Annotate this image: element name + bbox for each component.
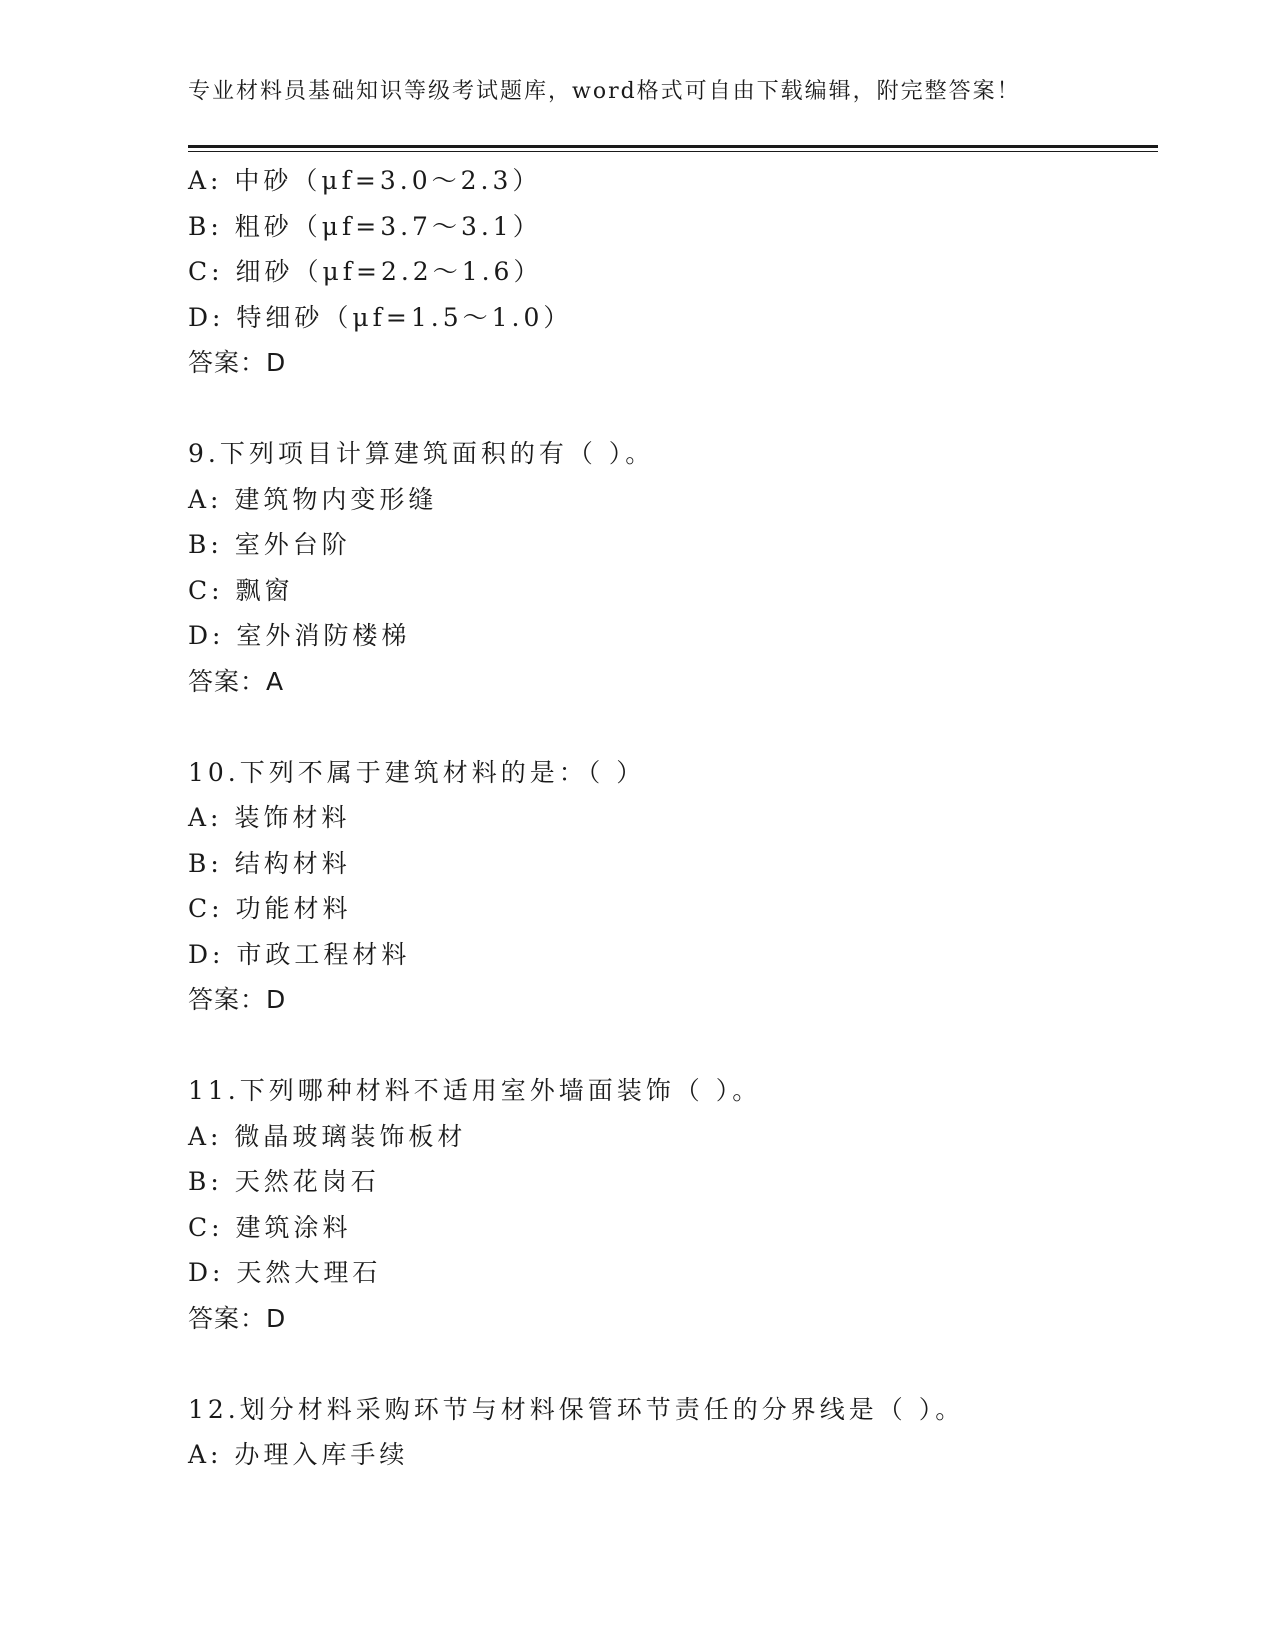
answer-option: A: 办理入库手续 — [188, 1440, 409, 1469]
answer-key: 答案：A — [188, 666, 285, 696]
question-stem: 12.划分材料采购环节与材料保管环节责任的分界线是（ ）。 — [188, 1394, 965, 1424]
answer-option: A: 中砂（μf=3.0～2.3） — [188, 166, 542, 195]
question-stem: 11.下列哪种材料不适用室外墙面装饰（ ）。 — [188, 1076, 762, 1105]
blank-line — [188, 386, 1158, 432]
question-stem: 9.下列项目计算建筑面积的有（ ）。 — [188, 439, 655, 468]
answer-option: C: 细砂（μf=2.2～1.6） — [188, 257, 543, 286]
blank-line — [188, 704, 1158, 750]
answer-option: A: 微晶玻璃装饰板材 — [188, 1121, 467, 1151]
answer-key: 答案：D — [188, 1303, 287, 1333]
answer-option: B: 室外台阶 — [188, 530, 351, 559]
answer-option: C: 功能材料 — [188, 894, 352, 923]
answer-option: B: 结构材料 — [188, 848, 351, 878]
header-rule-thin — [188, 151, 1158, 152]
answer-key: 答案：D — [188, 348, 287, 377]
header-rule-thick — [188, 145, 1158, 148]
answer-option: B: 天然花岗石 — [188, 1167, 380, 1196]
document-body — [188, 158, 1158, 1478]
answer-option: D: 特细砂（μf=1.5～1.0） — [188, 302, 573, 332]
answer-option: B: 粗砂（μf=3.7～3.1） — [188, 211, 542, 241]
answer-option: A: 建筑物内变形缝 — [188, 484, 438, 514]
answer-option: D: 市政工程材料 — [188, 939, 411, 969]
answer-option: A: 装饰材料 — [188, 803, 351, 832]
answer-key: 答案：D — [188, 985, 287, 1014]
page-header: 专业材料员基础知识等级考试题库，word格式可自由下载编辑，附完整答案！ — [188, 79, 1021, 104]
answer-option: C: 飘窗 — [188, 575, 294, 605]
answer-option: D: 天然大理石 — [188, 1258, 382, 1287]
blank-line — [188, 1341, 1158, 1387]
blank-line — [188, 1023, 1158, 1069]
answer-option: C: 建筑涂料 — [188, 1212, 352, 1242]
answer-option: D: 室外消防楼梯 — [188, 621, 411, 650]
question-stem: 10.下列不属于建筑材料的是：（ ） — [188, 757, 646, 787]
